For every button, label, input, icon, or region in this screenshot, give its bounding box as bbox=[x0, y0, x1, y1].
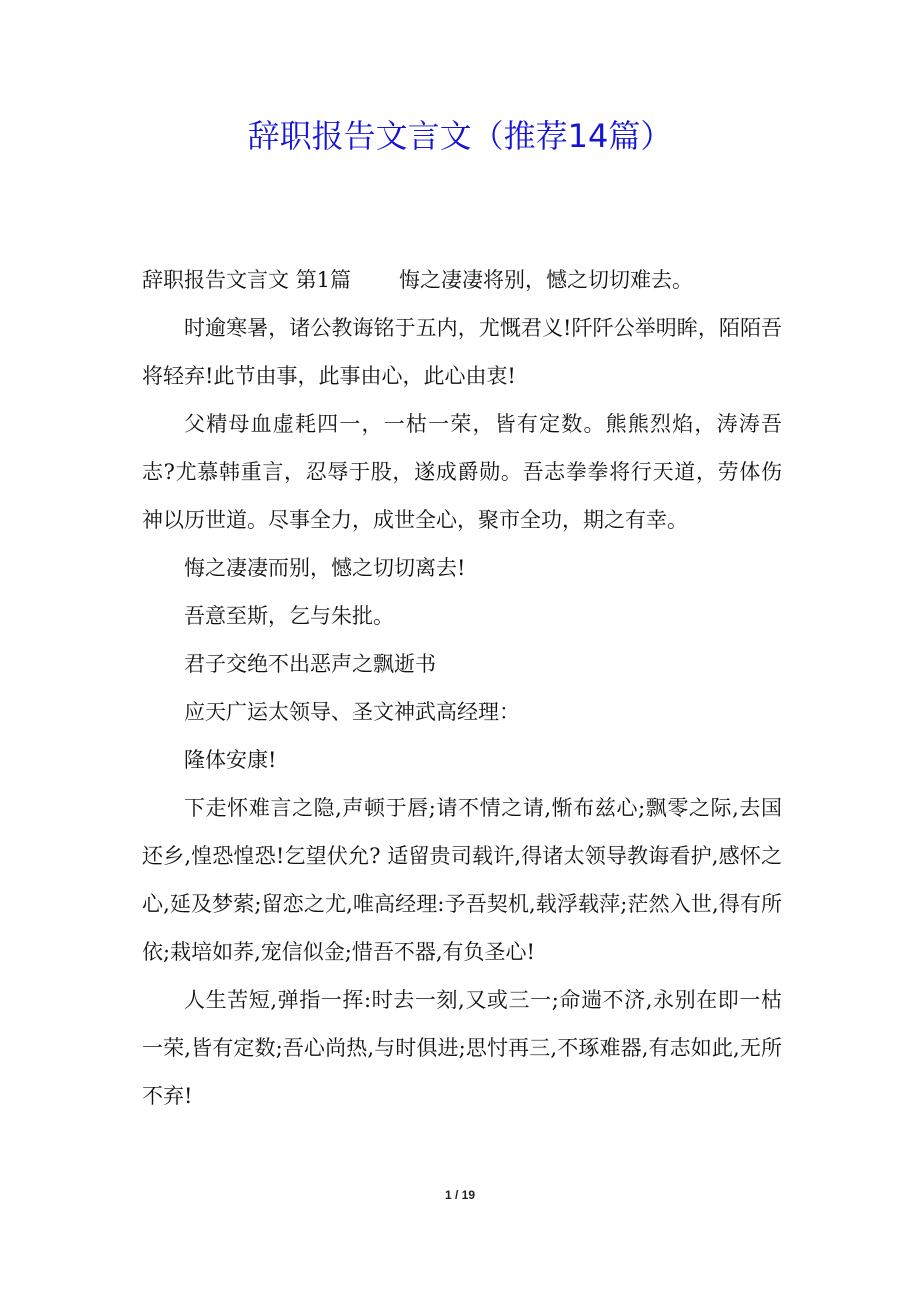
paragraph: 时逾寒暑，诸公教诲铭于五内，尤慨君义!阡阡公举明眸，陌陌吾将轻弃!此节由事，此事由心，此心由衷! bbox=[142, 316, 782, 388]
paragraph: 吾意至斯，乞与朱批。 bbox=[184, 604, 394, 628]
document-body bbox=[142, 256, 782, 1120]
paragraph: 君子交绝不出恶声之飘逝书 bbox=[184, 652, 436, 676]
first-line-text: 悔之凄凄将别，憾之切切难去。 bbox=[399, 268, 694, 292]
paragraph: 父精母血虚耗四一，一枯一荣，皆有定数。熊熊烈焰，涛涛吾志?尤慕韩重言，忍辱于股，遂成爵勋。吾志拳拳将行天道，劳体伤神以历世道。尽事全力，成世全心，聚市全功，期之有幸。 bbox=[142, 412, 782, 532]
first-line bbox=[142, 256, 782, 304]
paragraph: 悔之凄凄而别，憾之切切离去! bbox=[184, 556, 466, 580]
greeting: 隆体安康! bbox=[184, 748, 277, 772]
section-heading: 辞职报告文言文 第1篇 bbox=[142, 268, 352, 292]
salutation: 应天广运太领导、圣文神武高经理： bbox=[184, 700, 520, 724]
paragraph: 人生苦短,弹指一挥:时去一刻,又或三一;命遄不济,永别在即一枯一荣,皆有定数;吾心尚热,与时俱进;思忖再三,不琢难器,有志如此,无所不弃! bbox=[142, 988, 782, 1108]
paragraph: 下走怀难言之隐,声顿于唇;请不情之请,惭布兹心;飘零之际,去国还乡,惶恐惶恐!乞望伏允? 适留贵司载许,得诸太领导教诲看护,感怀之心,延及梦萦;留恋之尤,唯高经理:予吾契机,载浮载萍;茫然入世,得有所依;栽培如荞,宠信似金;惜吾不器,有负圣心! bbox=[142, 796, 782, 964]
page-number: 1 / 19 bbox=[444, 1188, 476, 1202]
document-title: 辞职报告文言文（推荐14篇） bbox=[247, 117, 673, 155]
